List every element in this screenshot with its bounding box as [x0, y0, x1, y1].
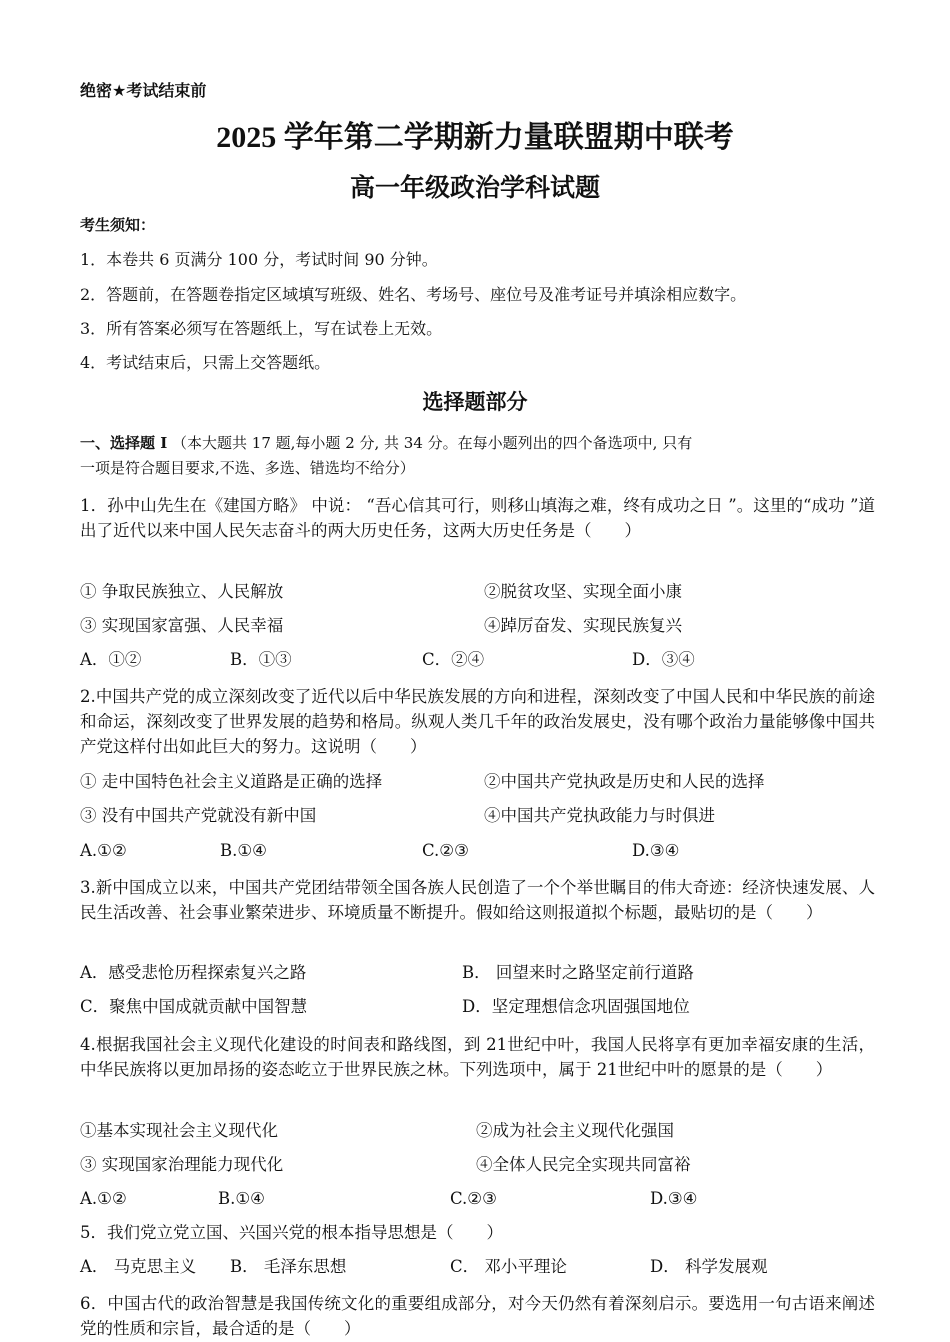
q4-choice-d: D.③④: [650, 1189, 698, 1208]
q2-item: ① 走中国特色社会主义道路是正确的选择: [80, 772, 383, 791]
q5-choice-a: A． 马克思主义: [80, 1257, 197, 1276]
q1-choice-d: D．③④: [632, 650, 695, 669]
q1-choice-a: A．①②: [80, 650, 142, 669]
q1-choice-b: B．①③: [230, 650, 292, 669]
part-description: [80, 432, 692, 453]
exam-subtitle: 高一年级政治学科试题: [349, 173, 600, 202]
part-desc-line1: （本大题共 17 题,每小题 2 分, 共 34 分。在每小题列出的四个备选项中, 只有: [172, 434, 693, 452]
q1-choice-c: C．②④: [422, 650, 485, 669]
q3-choice-b: B． 回望来时之路坚定前行道路: [462, 963, 694, 982]
q3-choice-a: A．感受悲怆历程探索复兴之路: [80, 963, 307, 982]
notice-item: 1．本卷共 6 页满分 100 分，考试时间 90 分钟。: [80, 250, 438, 269]
question-5-stem: 5．我们党立党立国、兴国兴党的根本指导思想是（ ）: [80, 1223, 503, 1242]
q4-choice-b: B.①④: [218, 1189, 265, 1208]
q5-choice-c: C． 邓小平理论: [450, 1257, 567, 1276]
q4-item: ④全体人民完全实现共同富裕: [476, 1155, 691, 1174]
question-4-stem: 4.根据我国社会主义现代化建设的时间表和路线图，到 21世纪中叶，我国人民将享有更加幸福安康的生活，中华民族将以更加昂扬的姿态屹立于世界民族之林。下列选项中，属于 21世纪中叶的愿景的是（ ）: [80, 1035, 875, 1079]
q4-item: ①基本实现社会主义现代化: [80, 1121, 278, 1140]
q2-item: ②中国共产党执政是历史和人民的选择: [484, 772, 765, 791]
q3-choice-d: D．坚定理想信念巩固强国地位: [462, 997, 690, 1016]
notice-item: 4．考试结束后，只需上交答题纸。: [80, 353, 331, 372]
q2-choice-c: C.②③: [422, 841, 469, 860]
q4-choice-a: A.①②: [80, 1189, 127, 1208]
notice-item: 2．答题前，在答题卷指定区域填写班级、姓名、考场号、座位号及准考证号并填涂相应数字。: [80, 285, 747, 304]
q1-item: ②脱贫攻坚、实现全面小康: [484, 582, 682, 601]
notice-heading: 考生须知：: [80, 216, 156, 234]
q1-item: ④踔厉奋发、实现民族复兴: [484, 616, 682, 635]
q2-choice-d: D.③④: [632, 841, 680, 860]
q1-item: ③ 实现国家富强、人民幸福: [80, 616, 284, 635]
q5-choice-b: B． 毛泽东思想: [230, 1257, 347, 1276]
q2-choice-a: A.①②: [80, 841, 127, 860]
q2-item: ④中国共产党执政能力与时俱进: [484, 806, 715, 825]
section-title: 选择题部分: [422, 389, 528, 414]
confidential-label: 绝密★考试结束前: [80, 81, 207, 100]
q3-choice-c: C．聚焦中国成就贡献中国智慧: [80, 997, 308, 1016]
q1-item: ① 争取民族独立、人民解放: [80, 582, 284, 601]
question-3-stem: 3.新中国成立以来，中国共产党团结带领全国各族人民创造了一个个举世瞩目的伟大奇迹：经济快速发展、人民生活改善、社会事业繁荣进步、环境质量不断提升。假如给这则报道拟个标题，最贴切的是（ ）: [80, 878, 875, 922]
q2-item: ③ 没有中国共产党就没有新中国: [80, 806, 317, 825]
q4-item: ③ 实现国家治理能力现代化: [80, 1155, 284, 1174]
question-1-stem: 1．孙中山先生在《建国方略》 中说： “吾心信其可行，则移山填海之难，终有成功之日 ”。这里的“成功 ”道出了近代以来中国人民矢志奋斗的两大历史任务，这两大历史任务是（ ）: [80, 496, 875, 540]
q4-item: ②成为社会主义现代化强国: [476, 1121, 674, 1140]
q5-choice-d: D． 科学发展观: [650, 1257, 768, 1276]
q2-choice-b: B.①④: [220, 841, 267, 860]
part-desc-line2: 一项是符合题目要求,不选、多选、错选均不给分）: [80, 459, 415, 477]
notice-item: 3．所有答案必须写在答题纸上，写在试卷上无效。: [80, 319, 443, 338]
exam-title: 2025 学年第二学期新力量联盟期中联考: [216, 121, 734, 154]
question-2-stem: 2.中国共产党的成立深刻改变了近代以后中华民族发展的方向和进程，深刻改变了中国人民和中华民族的前途和命运，深刻改变了世界发展的趋势和格局。纵观人类几千年的政治发展史，没有哪个政治力量能够像中国共产党这样付出如此巨大的努力。这说明（ ）: [80, 687, 875, 756]
part-label: 一、选择题 Ⅰ: [80, 434, 168, 452]
q4-choice-c: C.②③: [450, 1189, 497, 1208]
question-6-stem: 6．中国古代的政治智慧是我国传统文化的重要组成部分，对今天仍然有着深刻启示。要选用一句古语来阐述党的性质和宗旨，最合适的是（ ）: [80, 1294, 875, 1338]
